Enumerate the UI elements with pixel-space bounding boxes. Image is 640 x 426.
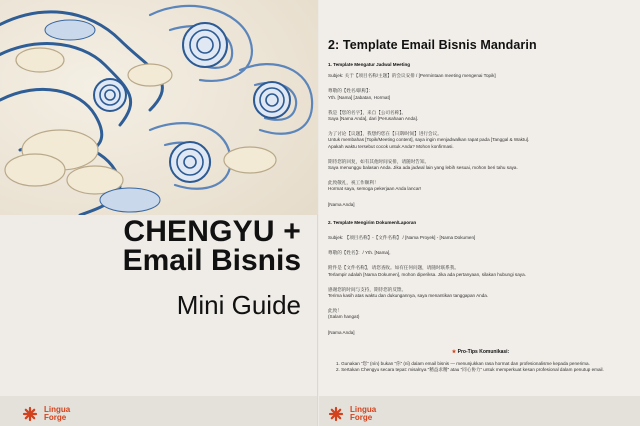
brand-line2: Forge (44, 413, 67, 422)
template1-body-id2: Apakah waktu tersebut cocok untuk Anda? Mohon konfirmasi. (328, 143, 454, 149)
cover-subtitle: Mini Guide (176, 290, 301, 320)
template1-intro-cn: 我是【您的名字】，来自【公司名称】。 (328, 109, 407, 115)
template1-subject: Subjek: 关于【项目名称/主题】的会议安排 / [Permintaan meeting mengenai Topik] (328, 73, 496, 79)
brand-name (44, 406, 70, 422)
lingua-forge-logo-icon (22, 406, 38, 422)
template1-heading: 1. Template Mengatur Jadwal Meeting (328, 62, 411, 67)
template1-reply-id: Saya menunggu balasan Anda. Jika ada jadwal lain yang lebih sesuai, mohon beri tahu saya. (328, 165, 518, 171)
cloud-wave-illustration (0, 0, 318, 215)
document-body (328, 38, 633, 373)
cover-page (0, 0, 318, 426)
right-brand-name (350, 406, 376, 422)
tips-star-icon: ★ (451, 348, 458, 355)
template2-thanks-id: Terima kasih atas waktu dan dukungannya, saya menantikan tanggapan Anda. (328, 293, 489, 299)
cover-title-line1: CHENGYU + (123, 215, 301, 248)
lingua-forge-logo-icon (328, 406, 344, 422)
template1-intro-id: Saya [Nama Anda], dari [Perusahaan Anda]. (328, 116, 419, 122)
template1-greeting-id: Yth. [Nama] [Jabatan, Hormat] (328, 94, 391, 100)
tips-list (328, 361, 633, 373)
template1-reply-cn: 期待您的回复，如有其他时间安排，请随时告知。 (328, 158, 430, 164)
template2-heading: 2. Template Mengirim Dokumen/Laporan (328, 219, 417, 225)
right-brand-line1: Lingua (350, 405, 377, 414)
template2-close-cn: 此致！ (328, 308, 342, 314)
cover-title-line2: Email Bisnis (122, 243, 301, 277)
template2-thanks-cn: 感谢您的时间与支持，期待您的反馈。 (328, 286, 407, 292)
template2-body-id: Terlampir adalah [Nama Dokumen], mohon diperiksa. Jika ada pertanyaan, silakan hubungi saya. (328, 271, 526, 277)
template1-close-id: Hormat saya, semoga pekerjaan Anda lancar! (328, 186, 422, 192)
template2-body-cn: 附件是【文件名称】，请您查收。如有任何问题，请随时联系我。 (328, 265, 459, 271)
tip-item-2: 2. Sertakan Chengyu secara tepat: misalnya “精益求精” atau “同心协力” untuk memperkuat kesan profesional dalam penutup email. (336, 367, 604, 373)
page-title: 2: Template Email Bisnis Mandarin (328, 38, 537, 52)
template1-body-cn: 为了讨论【议题】，我想约您在【日期/时间】进行会议。 (328, 131, 442, 137)
template1-close-cn: 此致敬礼，祝工作顺利！ (328, 180, 379, 186)
template1-greeting-cn: 尊敬的【姓名/职称】： (328, 88, 373, 94)
template2-signature: [Nama Anda] (328, 329, 355, 335)
template2-close-id: (Salam hangat) (328, 314, 360, 320)
template2-greeting: 尊敬的【姓名】：/ Yth. [Nama], (328, 250, 391, 256)
tips-title (328, 349, 633, 355)
template1-signature: [Nama Anda] (328, 201, 355, 207)
right-brand-line2: Forge (350, 413, 373, 422)
template-page (319, 0, 640, 426)
cover-title (122, 215, 301, 277)
brand-line1: Lingua (44, 405, 71, 414)
brand-logo (22, 406, 70, 422)
right-brand-logo (328, 406, 376, 422)
template1-body-id1: Untuk membahas [Topik/Meeting content], saya ingin menjadwalkan rapat pada [Tanggal & Waktu]. (328, 137, 530, 143)
tips-title-text: Pro-Tips Komunikasi: (457, 348, 510, 355)
template2-subject: Subjek: 【项目名称】-【文件名称】 / [Nama Proyek] - [Nama Dokumen] (328, 235, 476, 241)
tip-item-1: 1. Gunakan “您” (nín) bukan “你” (nǐ) dalam email bisnis — menunjukkan rasa hormat dan profesionalisme kepada penerima. (336, 360, 590, 366)
